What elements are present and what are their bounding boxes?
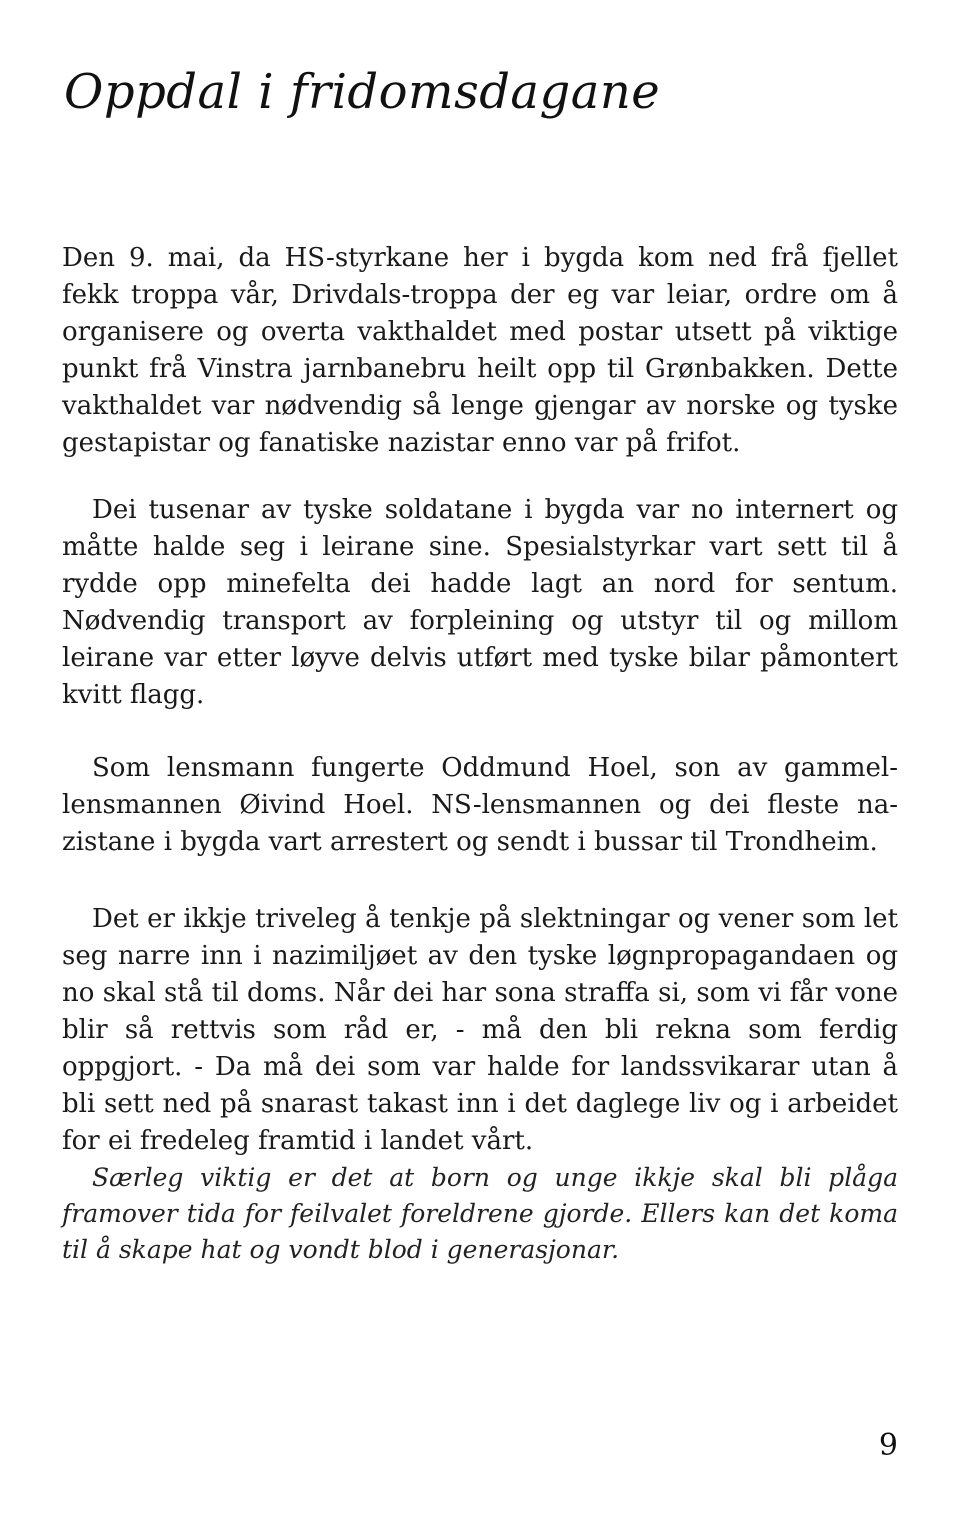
page-number: 9 [878,1428,898,1463]
paragraph-4: Det er ikkje triveleg å tenkje på slektningar og vener som let seg narre inn i nazimiljøet av den tyske løgnpropagandaen og no skal stå til doms. Når dei har sona straffa si, som vi får vone blir så rettvis som råd er, - må den bli rekna som ferdig oppgjort. - Da må dei som var halde for landssvikarar utan å bli sett ned på snarast takast inn i det daglege liv og i arbeidet for ei fredeleg framtid i landet vårt. [62,904,898,1156]
paragraph-2: Dei tusenar av tyske soldatane i bygda var no internert og måtte halde seg i leirane sine. Spesialstyrkar vart sett til å rydde opp minefelta dei hadde lagt an nord for sentum. Nødvendig transport av forpleining og utstyr til og millom leirane var etter løyve delvis utført med tyske bilar påmontert kvitt flagg. [62,495,898,710]
italic-note: Særleg viktig er det at born og unge ikkje skal bli plåga framover tida for feilvalet foreldrene gjorde. Ellers kan det koma til å skape hat og vondt blod i generasjonar. [62,1163,898,1264]
paragraph-3: Som lensmann fungerte Oddmund Hoel, son av gammellensmannen Øivind Hoel. NS-lensmannen og dei fleste nazistane i bygda vart arrestert og sendt i bussar til Trondheim. [62,753,898,857]
paragraph-1: Den 9. mai, da HS-styrkane her i bygda kom ned frå fjellet fekk troppa vår, Drivdals-troppa der eg var leiar, ordre om å organisere og overta vakthaldet med postar utsett på viktige punkt frå Vinstra jarnbanebru heilt opp til Grønbakken. Dette vakthaldet var nødvendig så lenge gjengar av norske og tyske gestapistar og fanatiske nazistar enno var på frifot. [62,243,898,458]
chapter-title: Oppdal i fridomsdagane [64,64,661,120]
body-text [62,240,898,1268]
